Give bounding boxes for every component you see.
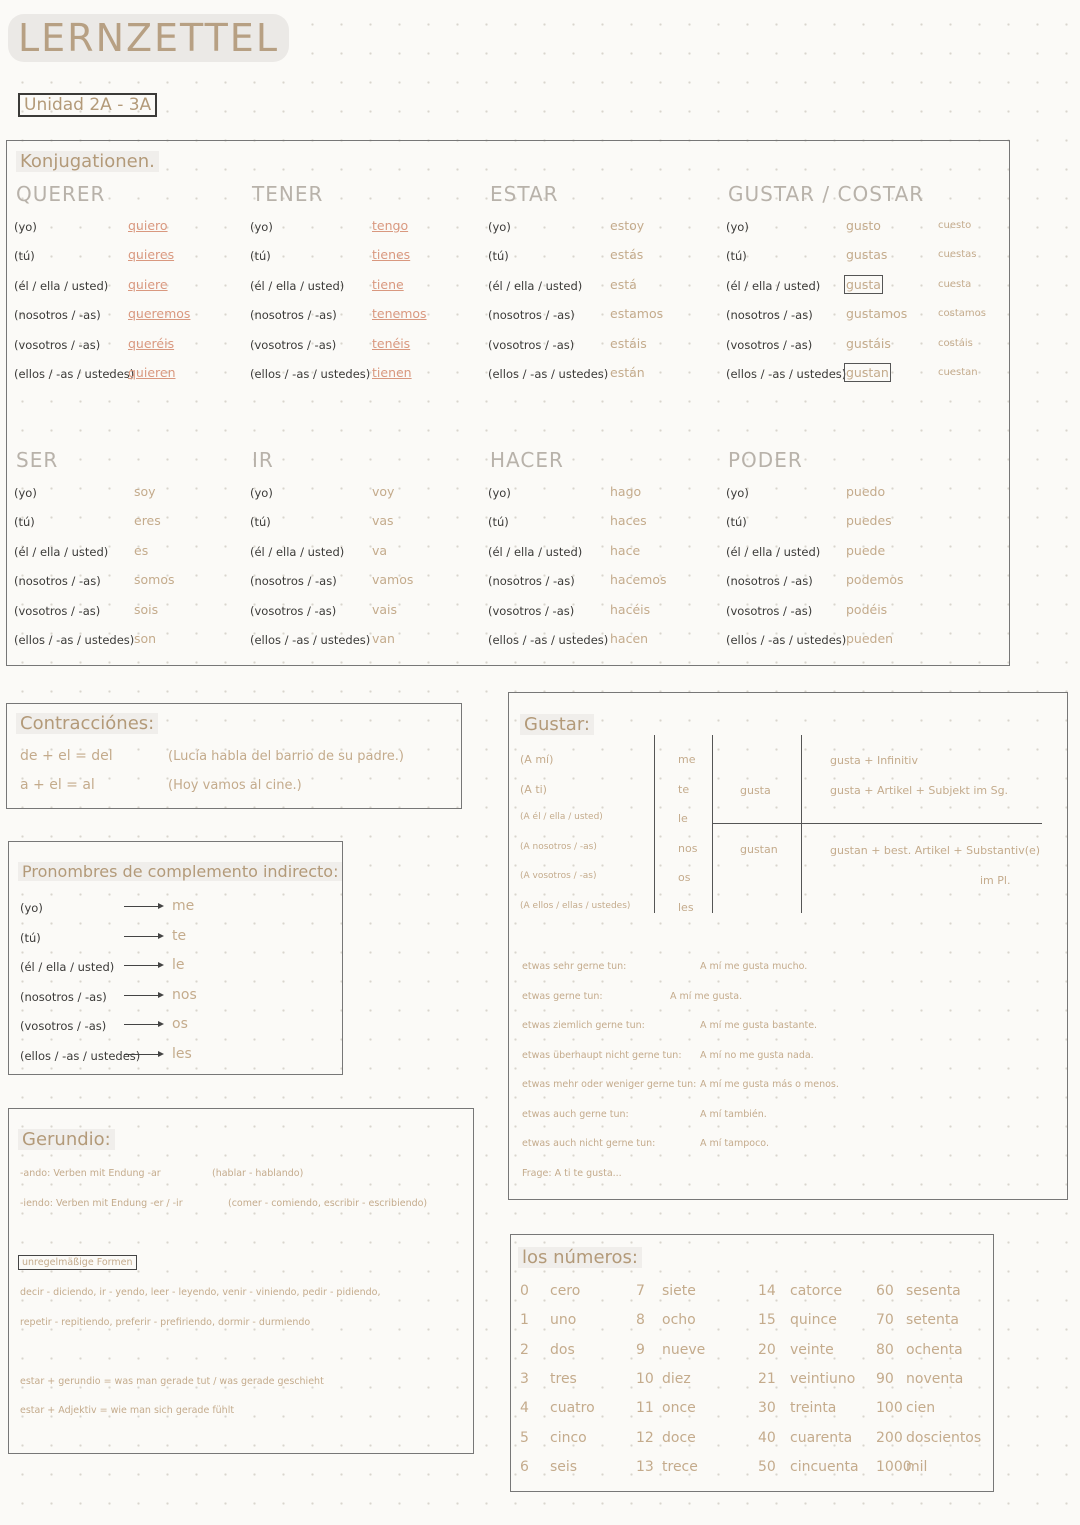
arrow-icon [124, 1054, 162, 1055]
num-c3-5-digit: 40 [758, 1429, 776, 1446]
pron-person-3: (nosotros / -as) [20, 989, 107, 1004]
person-gustar-4: (vosotros / -as) [726, 338, 813, 352]
gustar-person-1: (A ti) [520, 782, 547, 796]
num-c1-1-digit: 1 [520, 1312, 529, 1329]
gustar-example-es-1: A mí me gusta. [670, 990, 743, 1002]
verb-gustar-heading: GUSTAR / COSTAR [728, 182, 925, 206]
gustar-pron-2: le [678, 812, 688, 825]
person-poder-0: (yo) [726, 486, 749, 500]
num-c1-6-digit: 6 [520, 1458, 529, 1475]
num-c1-0-word: cero [550, 1283, 581, 1299]
irregular-forms-label: unregelmäßige Formen [18, 1255, 137, 1270]
form-poder-1: puedes [846, 513, 892, 528]
num-c2-0-digit: 7 [636, 1283, 645, 1299]
form-tener-4: tenéis [372, 336, 411, 351]
person-hacer-1: (tú) [488, 515, 509, 529]
pron-form-3: nos [172, 986, 197, 1003]
num-c3-6-digit: 50 [758, 1458, 776, 1475]
num-c3-2-digit: 20 [758, 1341, 776, 1358]
person-poder-2: (él / ella / usted) [726, 545, 821, 559]
gustar-pron-4: os [678, 871, 691, 884]
num-c4-2-digit: 80 [876, 1341, 894, 1358]
num-c3-0-word: catorce [790, 1283, 843, 1299]
num-c3-5-word: cuarenta [790, 1429, 853, 1446]
person-ser-2: (él / ella / usted) [14, 545, 109, 559]
num-c2-6-digit: 13 [636, 1458, 654, 1475]
person-ser-1: (tú) [14, 515, 35, 529]
num-c4-0-word: sesenta [906, 1283, 961, 1299]
verb-tener-heading: TENER [252, 182, 324, 206]
person-tener-5: (ellos / -as / ustedes) [250, 367, 371, 381]
form-estar-4: estáis [610, 336, 647, 351]
gustar-title: Gustar: [520, 714, 594, 735]
person-poder-1: (tú) [726, 515, 747, 529]
gerundio-title: Gerundio: [18, 1129, 115, 1150]
gustar-pron-5: les [678, 900, 694, 914]
gustar-example-es-3: A mí no me gusta nada. [700, 1049, 814, 1061]
num-c1-4-word: cuatro [550, 1400, 595, 1417]
person-ir-5: (ellos / -as / ustedes) [250, 633, 371, 647]
form-hacer-2: hace [610, 543, 641, 558]
pron-person-2: (él / ella / usted) [20, 960, 115, 974]
irregular-forms-line2: repetir - repitiendo, preferir - prefiriendo, dormir - durmiendo [20, 1317, 311, 1328]
form-hacer-0: hago [610, 484, 642, 499]
verb-ser-heading: SER [16, 448, 59, 472]
person-ser-4: (vosotros / -as) [14, 604, 101, 618]
person-hacer-3: (nosotros / -as) [488, 574, 575, 588]
person-ir-0: (yo) [250, 486, 273, 500]
num-c1-0-digit: 0 [520, 1283, 529, 1299]
form-tener-2: tiene [372, 277, 404, 292]
pron-form-1: te [172, 927, 187, 944]
gerundio-rule-ar-example: (hablar - hablando) [212, 1168, 304, 1179]
person-querer-0: (yo) [14, 220, 37, 234]
gustar-example-de-0: etwas sehr gerne tun: [522, 961, 627, 972]
form-ser-2: es [134, 543, 149, 558]
person-querer-4: (vosotros / -as) [14, 338, 101, 352]
num-c1-5-word: cinco [550, 1429, 587, 1446]
num-c4-6-word: mil [906, 1458, 928, 1475]
form-querer-1: quieres [128, 247, 175, 262]
person-tener-3: (nosotros / -as) [250, 308, 337, 322]
contraction-al-example: (Hoy vamos al cine.) [168, 778, 302, 793]
verb-estar-heading: ESTAR [490, 182, 559, 206]
form-costar-1: cuestas [938, 249, 977, 260]
person-estar-3: (nosotros / -as) [488, 308, 575, 322]
form-tener-0: tengo [372, 218, 409, 233]
unit-label: Unidad 2A - 3A [18, 93, 157, 117]
num-c2-1-digit: 8 [636, 1312, 645, 1329]
form-poder-0: puedo [846, 484, 886, 499]
num-c3-3-digit: 21 [758, 1370, 776, 1387]
num-c3-3-word: veintiuno [790, 1370, 856, 1387]
num-c4-3-word: noventa [906, 1370, 964, 1387]
estar-adjektiv-rule: estar + Adjektiv = wie man sich gerade fühlt [20, 1405, 235, 1416]
num-c4-1-digit: 70 [876, 1312, 894, 1329]
form-ser-1: eres [134, 513, 161, 528]
form-ir-5: van [372, 631, 395, 646]
contraction-del: de + el = del [20, 748, 113, 764]
form-hacer-5: hacen [610, 631, 649, 646]
num-c4-0-digit: 60 [876, 1283, 894, 1299]
gerundio-rule-er-ir-example: (comer - comiendo, escribir - escribiendo) [228, 1198, 428, 1209]
gustar-example-de-3: etwas überhaupt nicht gerne tun: [522, 1049, 682, 1061]
num-c4-4-digit: 100 [876, 1400, 903, 1417]
gustar-example-de-2: etwas ziemlich gerne tun: [522, 1020, 645, 1031]
num-c3-1-word: quince [790, 1312, 837, 1329]
num-c1-2-word: dos [550, 1341, 575, 1358]
num-c2-5-word: doce [662, 1429, 696, 1446]
person-hacer-4: (vosotros / -as) [488, 604, 575, 618]
person-poder-4: (vosotros / -as) [726, 604, 813, 618]
form-ser-4: sois [134, 602, 159, 617]
num-c2-0-word: siete [662, 1283, 696, 1299]
gustar-divider-h [712, 823, 1042, 824]
arrow-icon [124, 1024, 162, 1025]
pronouns-title: Pronombres de complemento indirecto: [18, 862, 342, 881]
num-c2-4-digit: 11 [636, 1400, 654, 1417]
person-gustar-3: (nosotros / -as) [726, 308, 813, 322]
person-ir-3: (nosotros / -as) [250, 574, 337, 588]
num-c3-4-digit: 30 [758, 1400, 776, 1417]
form-querer-4: queréis [128, 336, 175, 351]
numbers-box [510, 1234, 994, 1492]
num-c1-3-digit: 3 [520, 1370, 529, 1387]
gustar-example-es-4: A mí me gusta más o menos. [700, 1079, 839, 1090]
contraction-del-example: (Lucía habla del barrio de su padre.) [168, 749, 404, 764]
arrow-icon [124, 965, 162, 966]
num-c1-6-word: seis [550, 1458, 578, 1475]
gustar-rule-4: im Pl. [980, 874, 1011, 887]
pron-person-5: (ellos / -as / ustedes) [20, 1048, 141, 1063]
person-ir-4: (vosotros / -as) [250, 604, 337, 618]
form-estar-5: están [610, 365, 645, 380]
person-querer-3: (nosotros / -as) [14, 308, 101, 322]
form-estar-0: estoy [610, 218, 645, 233]
form-ir-2: va [372, 543, 388, 558]
conjugation-title: Konjugationen. [16, 151, 159, 172]
gustar-pl: gustan [740, 843, 778, 856]
verb-ir-heading: IR [252, 448, 274, 472]
form-ser-5: son [134, 631, 157, 646]
num-c3-0-digit: 14 [758, 1283, 776, 1299]
person-gustar-1: (tú) [726, 249, 747, 263]
gustar-example-es-5: A mí también. [700, 1108, 767, 1120]
pron-person-1: (tú) [20, 930, 41, 945]
person-estar-1: (tú) [488, 249, 509, 263]
person-ser-3: (nosotros / -as) [14, 574, 101, 588]
num-c4-2-word: ochenta [906, 1341, 963, 1358]
form-estar-3: estamos [610, 306, 664, 321]
gustar-example-es-0: A mí me gusta mucho. [700, 961, 808, 972]
form-ser-0: soy [134, 484, 156, 499]
gustar-person-2: (A él / ella / usted) [520, 812, 603, 822]
person-ser-0: (yo) [14, 486, 37, 500]
form-gustar-4: gustáis [846, 336, 891, 351]
person-tener-0: (yo) [250, 220, 273, 234]
form-costar-2: cuesta [938, 279, 972, 290]
pron-form-4: os [172, 1016, 188, 1032]
num-c3-1-digit: 15 [758, 1312, 776, 1329]
gustar-rule-1: gusta + Infinitiv [830, 754, 918, 767]
form-costar-3: costamos [938, 308, 986, 319]
gustar-example-de-7: Frage: A ti te gusta... [522, 1167, 622, 1179]
estar-gerundio-rule: estar + gerundio = was man gerade tut / was gerade geschieht [20, 1376, 324, 1387]
person-estar-5: (ellos / -as / ustedes) [488, 367, 609, 381]
form-poder-3: podemos [846, 572, 904, 587]
person-estar-4: (vosotros / -as) [488, 338, 575, 352]
num-c2-1-word: ocho [662, 1312, 696, 1329]
gerundio-rule-ar: -ando: Verben mit Endung -ar [20, 1168, 161, 1179]
num-c4-4-word: cien [906, 1400, 936, 1417]
verb-hacer-heading: HACER [490, 448, 564, 472]
arrow-icon [124, 995, 162, 996]
person-estar-2: (él / ella / usted) [488, 279, 583, 293]
gustar-example-es-6: A mí tampoco. [700, 1138, 769, 1149]
gustar-pron-3: nos [678, 841, 698, 855]
gustar-person-5: (A ellos / ellas / ustedes) [520, 900, 631, 911]
pron-form-2: le [172, 957, 185, 973]
form-costar-0: cuesto [938, 220, 972, 231]
person-querer-1: (tú) [14, 249, 35, 263]
num-c2-3-word: diez [662, 1370, 691, 1387]
person-gustar-0: (yo) [726, 220, 749, 234]
gustar-pron-0: me [678, 753, 696, 766]
form-ser-3: somos [134, 572, 175, 587]
contractions-title: Contracciónes: [16, 713, 158, 734]
form-poder-5: pueden [846, 631, 894, 646]
gustar-rule-3: gustan + best. Artikel + Substantiv(e) [830, 844, 1041, 857]
form-hacer-3: hacemos [610, 572, 667, 587]
form-estar-1: estás [610, 247, 644, 262]
person-gustar-2: (él / ella / usted) [726, 279, 821, 293]
person-ir-2: (él / ella / usted) [250, 545, 345, 559]
num-c2-6-word: trece [662, 1458, 698, 1475]
form-tener-1: tienes [372, 247, 411, 262]
num-c4-6-digit: 1000 [876, 1458, 912, 1475]
num-c1-4-digit: 4 [520, 1400, 529, 1417]
form-ir-0: voy [372, 484, 395, 499]
gustar-sg: gusta [740, 784, 771, 797]
pron-form-0: me [172, 898, 195, 914]
form-gustar-1: gustas [846, 247, 888, 262]
num-c2-2-word: nueve [662, 1341, 706, 1358]
form-tener-5: tienen [372, 365, 412, 380]
person-tener-4: (vosotros / -as) [250, 338, 337, 352]
pron-person-0: (yo) [20, 901, 43, 915]
form-ir-4: vais [372, 602, 398, 617]
person-tener-1: (tú) [250, 249, 271, 263]
verb-poder-heading: PODER [728, 448, 803, 472]
person-ser-5: (ellos / -as / ustedes) [14, 633, 135, 647]
form-costar-4: costáis [938, 338, 973, 349]
person-querer-5: (ellos / -as / ustedes) [14, 367, 135, 381]
person-poder-5: (ellos / -as / ustedes) [726, 633, 847, 647]
person-estar-0: (yo) [488, 220, 511, 234]
form-gustar-2: gusta [846, 277, 881, 292]
form-querer-2: quiere [128, 277, 168, 292]
form-gustar-0: gusto [846, 218, 881, 233]
num-c1-3-word: tres [550, 1370, 577, 1387]
arrow-icon [124, 906, 162, 907]
gustar-example-de-5: etwas auch gerne tun: [522, 1108, 629, 1120]
person-gustar-5: (ellos / -as / ustedes) [726, 367, 847, 381]
num-c1-2-digit: 2 [520, 1341, 529, 1358]
num-c1-1-word: uno [550, 1312, 577, 1329]
form-hacer-4: hacéis [610, 602, 651, 617]
num-c3-4-word: treinta [790, 1400, 837, 1417]
num-c1-5-digit: 5 [520, 1429, 529, 1446]
person-hacer-0: (yo) [488, 486, 511, 500]
num-c2-3-digit: 10 [636, 1370, 654, 1387]
pron-person-4: (vosotros / -as) [20, 1019, 107, 1033]
person-hacer-2: (él / ella / usted) [488, 545, 583, 559]
numbers-title: los números: [518, 1247, 642, 1268]
gustar-person-4: (A vosotros / -as) [520, 871, 597, 881]
num-c3-6-word: cincuenta [790, 1458, 859, 1475]
form-ir-1: vas [372, 513, 394, 528]
form-querer-5: quieren [128, 365, 176, 380]
num-c4-5-word: doscientos [906, 1429, 982, 1446]
gerundio-box [8, 1108, 474, 1454]
gustar-rule-2: gusta + Artikel + Subjekt im Sg. [830, 784, 1009, 797]
gustar-person-0: (A mí) [520, 753, 554, 766]
form-hacer-1: haces [610, 513, 647, 528]
form-costar-5: cuestan [938, 367, 978, 378]
form-estar-2: está [610, 277, 637, 292]
irregular-forms-line1: decir - diciendo, ir - yendo, leer - leyendo, venir - viniendo, pedir - pidiendo, [20, 1287, 381, 1298]
person-poder-3: (nosotros / -as) [726, 574, 813, 588]
gustar-example-de-6: etwas auch nicht gerne tun: [522, 1138, 656, 1149]
num-c4-1-word: setenta [906, 1312, 959, 1329]
page-title: LERNZETTEL [8, 14, 289, 62]
form-ir-3: vamos [372, 572, 414, 587]
person-tener-2: (él / ella / usted) [250, 279, 345, 293]
form-querer-0: quiero [128, 218, 168, 233]
form-tener-3: tenemos [372, 306, 427, 321]
form-gustar-3: gustamos [846, 306, 908, 321]
person-hacer-5: (ellos / -as / ustedes) [488, 633, 609, 647]
arrow-icon [124, 936, 162, 937]
gustar-example-de-1: etwas gerne tun: [522, 990, 603, 1002]
gustar-example-es-2: A mí me gusta bastante. [700, 1020, 818, 1031]
gustar-person-3: (A nosotros / -as) [520, 841, 597, 852]
num-c2-2-digit: 9 [636, 1341, 645, 1358]
form-poder-4: podéis [846, 602, 888, 617]
pron-form-5: les [172, 1045, 192, 1062]
gustar-box [508, 692, 1068, 1200]
gustar-pron-1: te [678, 782, 690, 796]
num-c2-4-word: once [662, 1400, 696, 1417]
person-ir-1: (tú) [250, 515, 271, 529]
form-querer-3: queremos [128, 306, 191, 321]
form-gustar-5: gustan [846, 365, 889, 380]
num-c4-5-digit: 200 [876, 1429, 903, 1446]
gerundio-rule-er-ir: -iendo: Verben mit Endung -er / -ir [20, 1198, 183, 1209]
form-poder-2: puede [846, 543, 886, 558]
contraction-al: a + el = al [20, 777, 95, 793]
gustar-example-de-4: etwas mehr oder weniger gerne tun: [522, 1079, 697, 1090]
num-c3-2-word: veinte [790, 1341, 834, 1358]
num-c4-3-digit: 90 [876, 1370, 894, 1387]
gustar-divider-1 [654, 735, 655, 913]
person-querer-2: (él / ella / usted) [14, 279, 109, 293]
verb-querer-heading: QUERER [16, 182, 106, 206]
num-c2-5-digit: 12 [636, 1429, 654, 1446]
